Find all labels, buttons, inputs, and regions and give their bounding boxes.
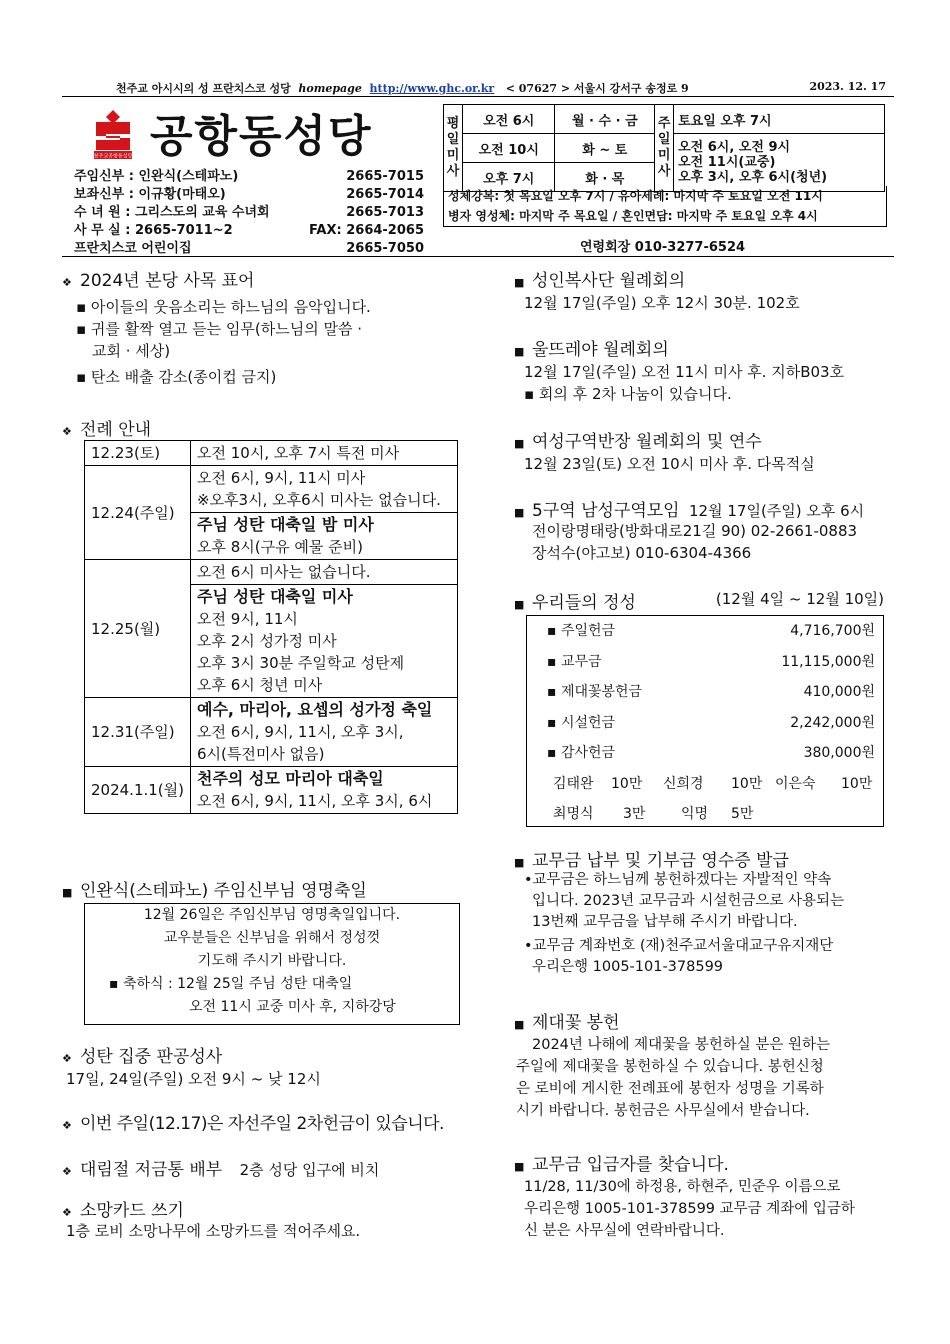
ultreya-heading: ■ 울뜨레야 월례회의 <box>514 340 669 360</box>
piggy-bank-note: 2층 성당 입구에 비치 <box>239 1161 380 1179</box>
sacraments-box: 성체강복: 첫 목요일 오후 7시 / 유아세례: 마지막 주 토요일 오전 11시 병자 영성체: 마지막 주 목요일 / 혼인면담: 마지막 주 토요일 오후 4시 <box>443 186 887 227</box>
ultreya-text: 12월 17일(주일) 오전 11시 미사 후. 지하B03호 ▪ 회의 후 2차 나눔이 있습니다. <box>524 363 845 403</box>
offering-row: ▪ 제대꽃봉헌금 410,000원 <box>547 684 875 700</box>
women-leaders-heading: ■ 여성구역반장 월례회의 및 연수 <box>514 432 762 452</box>
motto-heading: ❖ 2024년 본당 사목 표어 <box>62 271 255 291</box>
liturgy-heading: ❖ 전례 안내 <box>62 420 152 440</box>
issue-date: 2023. 12. 17 <box>809 80 886 93</box>
staff-row: 주임신부 : 인완식(스테파노) 2665-7015 <box>74 169 424 184</box>
women-leaders-text: 12월 23일(토) 오전 10시 미사 후. 다목적실 <box>524 455 815 473</box>
feast-box: 12월 26일은 주임신부님 영명축일입니다. 교우분들은 신부님을 위해서 정성껏 기도해 주시기 바랍니다. ▪ 축하식 : 12월 25일 주님 성탄 대축일 오전 11시 교중 미사 후, 지하강당 <box>84 903 460 1025</box>
header-line <box>62 80 890 96</box>
receipt-heading: ■ 교무금 납부 및 기부금 영수증 발급 <box>514 851 789 871</box>
men-group-text: 전이랑명태랑(방화대로21길 90) 02-2661-0883 장석수(야고보) 010-6304-4366 <box>532 522 858 562</box>
men-group-heading: ■ 5구역 남성구역모임 12월 17일(주일) 오후 6시 <box>514 501 865 521</box>
offering-row: ▪ 감사헌금 380,000원 <box>547 745 875 761</box>
confession-text: 17일, 24일(주일) 오전 9시 ~ 낮 12시 <box>66 1070 321 1088</box>
donor-row: 김태완 10만 신희경 10만 이은숙 10만 <box>553 775 873 792</box>
altar-flowers-text: 2024년 나해에 제대꽃을 봉헌하실 분은 원하는 주일에 제대꽃을 봉헌하실 수 있습니다. 봉헌신청 은 로비에 게시한 전례표에 봉헌자 성명을 기록하 시기 바랍니다. 봉헌금은 사무실에서 받습니다. <box>516 1037 831 1119</box>
staff-row: 프란치스코 어린이집 2665-7050 <box>74 241 424 256</box>
altar-servers-text: 12월 17일(주일) 오후 12시 30분. 102호 <box>524 294 800 312</box>
piggy-bank-heading: ❖ 대림절 저금통 배부 2층 성당 입구에 비치 <box>62 1160 380 1180</box>
receipt-text: •교무금은 하느님께 봉헌하겠다는 자발적인 약속 입니다. 2023년 교무금과 시설헌금으로 사용되는 13번째 교무금을 납부해 주시기 바랍니다. •교무금 계좌번호 (재)천주교서울대교구유지재단 우리은행 1005-101-378599 <box>524 872 845 975</box>
depositor-text: 11/28, 11/30에 하정용, 하현주, 민준우 이름으로 우리은행 1005-101-378599 교무금 계좌에 입금하 신 분은 사무실에 연락바랍니다. <box>524 1179 855 1239</box>
men-group-when: 12월 17일(주일) 오후 6시 <box>689 502 865 520</box>
logo-caption: 천주교공항동성당 <box>93 153 133 160</box>
offering-row: ▪ 시설헌금 2,242,000원 <box>547 714 875 731</box>
confession-heading: ❖ 성탄 집중 판공성사 <box>62 1047 223 1067</box>
header-divider <box>62 96 894 97</box>
offering-row: ▪ 교무금 11,115,000원 <box>547 653 875 670</box>
address: < 07627 > 서울시 강서구 송정로 9 <box>505 82 689 95</box>
altar-flowers-heading: ■ 제대꽃 봉헌 <box>514 1013 620 1033</box>
offering-row: ▪ 주일헌금 4,716,700원 <box>547 623 875 639</box>
staff-row: 보좌신부 : 이규황(마태오) 2665-7014 <box>74 187 424 202</box>
funeral-leader-contact: 연령회장 010-3277-6524 <box>580 240 746 255</box>
homepage-link[interactable]: http://www.ghc.or.kr <box>369 82 495 95</box>
staff-row: 수 녀 원 : 그리스도의 교육 수녀회 2665-7013 <box>74 205 424 220</box>
altar-servers-heading: ■ 성인복사단 월례회의 <box>514 271 686 291</box>
motto-body: ▪ 아이들의 웃음소리는 하느님의 음악입니다. ▪ 귀를 활짝 열고 듣는 임무(하느님의 말씀 · 교회 · 세상) ▪ 탄소 배출 감소(종이컵 금지) <box>76 298 371 386</box>
sunday-mass-label: 주일미사 <box>655 105 674 192</box>
donor-row: 최명식 3만 익명 5만 <box>553 805 754 822</box>
parish-name: 천주교 아시시의 성 프란치스코 성당 <box>116 82 291 95</box>
weekday-mass-label: 평일미사 <box>444 105 463 192</box>
mass-schedule-table: 평일미사 오전 6시 월 · 수 · 금 주일미사 토요일 오후 7시 오전 10시 화 ~ 토 오전 6시, 오전 9시 오전 11시(교중) 오후 3시, 오후 6시(청년) 오후 7시 화 · 목 <box>443 104 885 192</box>
section-divider <box>62 256 894 257</box>
offering-heading: ■ 우리들의 정성 (12월 4일 ~ 12월 10일) <box>514 590 884 613</box>
homepage-label: homepage <box>298 82 362 95</box>
liturgy-table: 12.23(토) 오전 10시, 오후 7시 특전 미사 12.24(주일) 오전 6시, 9시, 11시 미사 ※오후3시, 오후6시 미사는 없습니다. 주님 성탄 대축일 밤 미사 오후 8시(구유 예물 준비) 12.25(월) 오전 6시 미사는 없습니다. 주님 성탄 대축일 미사 오전 9시, 11시 오후 2시 성가정 미사 오후 3시 30분 주일학교 성탄제 오후 6시 청년 미사 12.31(주일) 예수, 마리아, 요셉의 성가정 축일 오전 6시, 9시, 11시, 오후 3시, 6시(특전미사 없음) 2024.1.1(월) 천주의 성모 마리아 대축일 오전 6시, 9시, 11시, 오후 3시, 6시 <box>84 440 458 814</box>
depositor-heading: ■ 교무금 입금자를 찾습니다. <box>514 1155 729 1175</box>
hope-card-text: 1층 로비 소망나무에 소망카드를 적어주세요. <box>66 1222 361 1240</box>
church-logo-icon <box>90 108 136 160</box>
staff-list <box>74 168 424 258</box>
church-name: 공항동성당 <box>150 111 373 162</box>
staff-row: 사 무 실 : 2665-7011~2 FAX: 2664-2065 <box>74 223 424 238</box>
feast-heading: ■ 인완식(스테파노) 주임신부님 영명축일 <box>62 881 367 901</box>
offering-period: (12월 4일 ~ 12월 10일) <box>715 590 884 608</box>
offering-box <box>526 615 884 827</box>
second-collection-heading: ❖ 이번 주일(12.17)은 자선주일 2차헌금이 있습니다. <box>62 1114 444 1134</box>
hope-card-heading: ❖ 소망카드 쓰기 <box>62 1201 184 1221</box>
